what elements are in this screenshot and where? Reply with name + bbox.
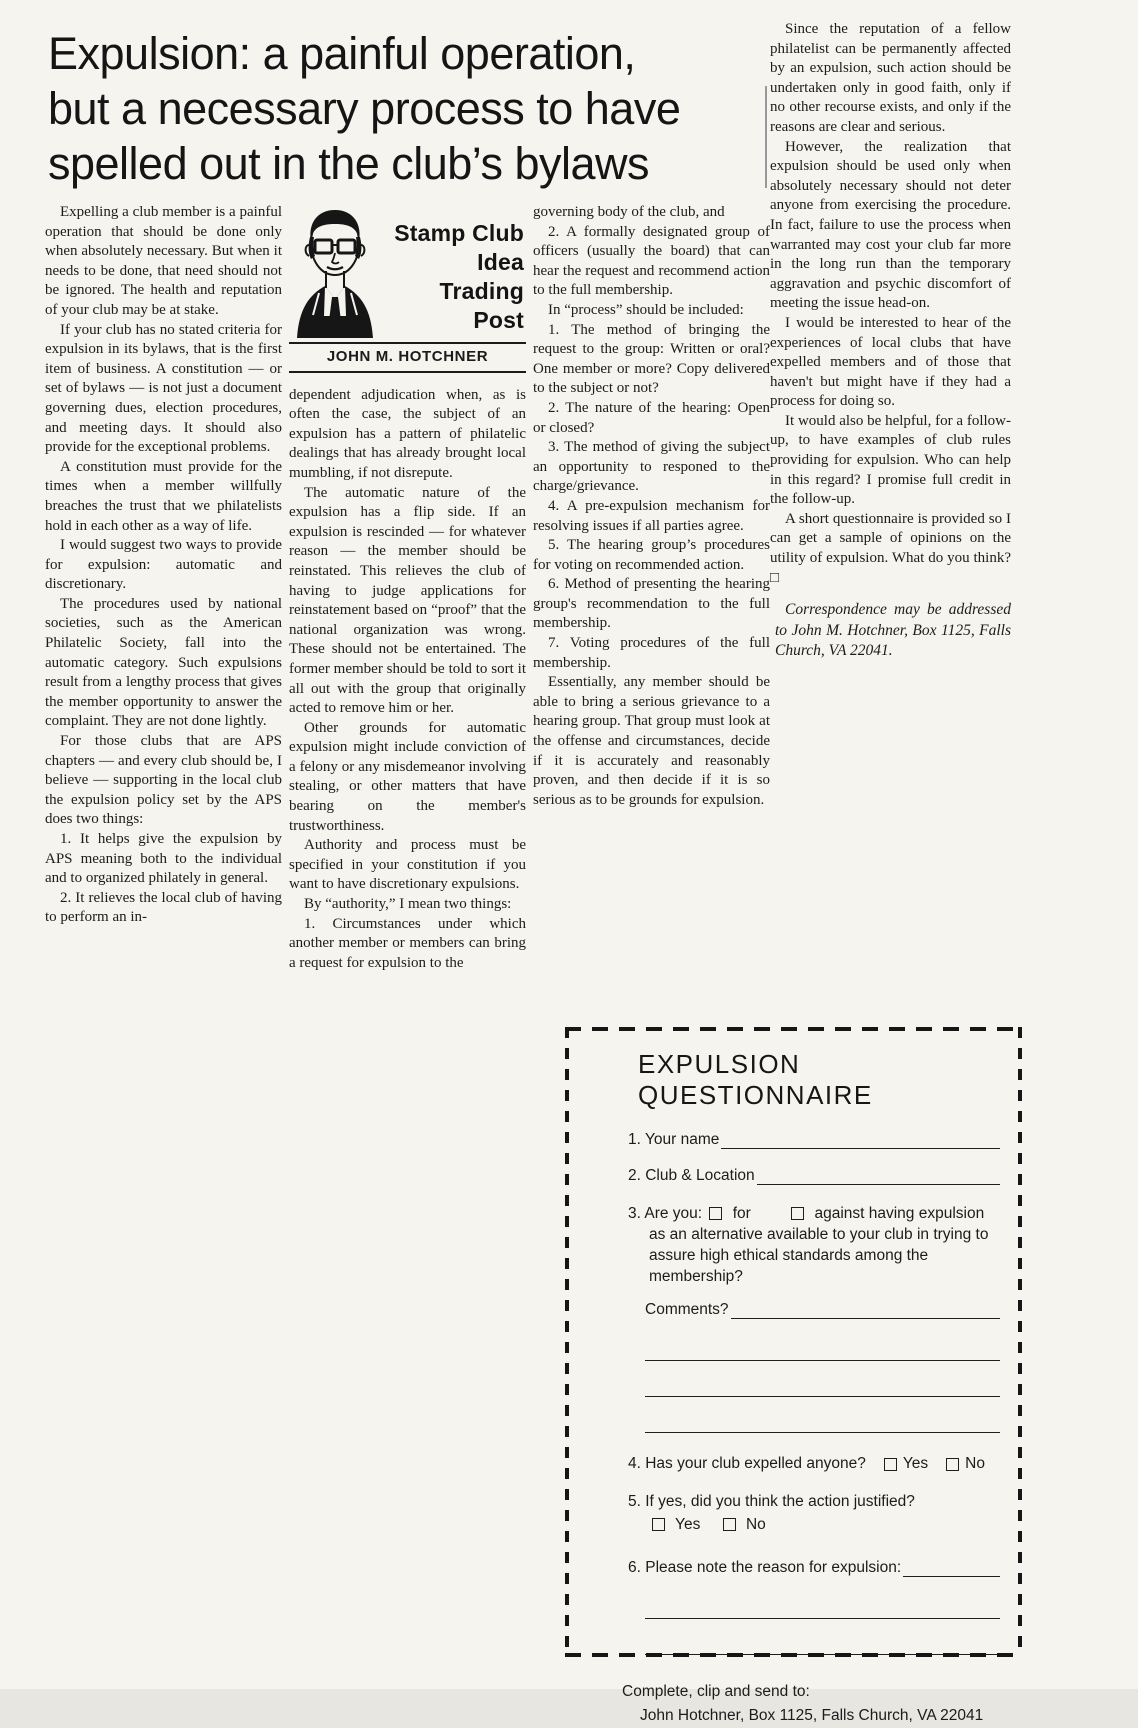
paragraph: However, the realization that expulsion should be used only when absolutely necessary should not deter anyone from exercising the procedure. In fact, failure to use the process when warranted may cost your club far more in the long run than the temporary aggravation and psychic discomfort of meeting the issue head-on.	[770, 138, 1011, 312]
paragraph: 7. Voting procedures of the full membership.	[533, 635, 770, 671]
coupon-dashed-border	[565, 1027, 569, 1657]
checkbox-yes-icon	[884, 1458, 897, 1471]
paragraph: 2. A formally designated group of officers (usually the board) that can hear the request and recommend action to the full membership.	[533, 223, 770, 299]
paragraph: In “process” should be included:	[548, 301, 744, 318]
paragraph: If your club has no stated criteria for expulsion in its bylaws, that is the first item of business. A constitution — or set of bylaws — is not just a document governing dues, election procedures, and meeting days. It should also provide for the exceptional problems.	[45, 321, 282, 456]
paragraph: By “authority,” I mean two things:	[304, 896, 512, 913]
paragraph: 2. It relieves the local club of having to perform an in-	[45, 889, 282, 926]
checkbox-no-icon	[946, 1458, 959, 1471]
coupon-dashed-border	[1018, 1027, 1022, 1657]
paragraph: Other grounds for automatic expulsion might include conviction of a felony or any misdemeanor involving stealing, or other matters that have bearing on the member's trustworthiness.	[289, 719, 526, 834]
checkbox-label: No	[965, 1455, 985, 1472]
paragraph: governing body of the club, and	[533, 204, 725, 220]
question-4-expelled-anyone	[628, 1455, 1000, 1473]
paragraph: 4. A pre-expulsion mechanism for resolving issues if all parties agree.	[533, 497, 770, 534]
checkbox-no-icon	[723, 1518, 736, 1531]
masthead-title-line: Stamp Club	[394, 220, 524, 246]
paragraph: A short questionnaire is provided so I can get a sample of opinions on the utility of expulsion. What do you think? □	[770, 510, 1011, 586]
paragraph: 1. The method of bringing the request to the group: Written or oral? One member or more? Copy delivered to the subject or not?	[533, 321, 770, 397]
fill-in-line	[645, 1618, 1000, 1619]
question-label: 2. Club & Location	[628, 1167, 755, 1184]
headline-line: spelled out in the club’s bylaws	[48, 138, 650, 189]
article-column-2	[289, 203, 526, 973]
checkbox-label: for	[732, 1205, 751, 1222]
fill-in-line	[721, 1148, 1000, 1149]
paragraph: It would also be helpful, for a follow-up, to have examples of club rules providing for expulsion. Who can help in this regard? I promise full credit in the follow-up.	[770, 412, 1011, 508]
paragraph: Expelling a club member is a painful operation that should be done only when absolutely necessary. But when it needs to be done, that need should not be ignored. The health and reputation of your club may be at stake.	[45, 204, 282, 318]
question-label: 3. Are you:	[628, 1205, 703, 1222]
question-label: 6. Please note the reason for expulsion:	[628, 1559, 902, 1576]
send-to-address: John Hotchner, Box 1125, Falls Church, VA 22041	[640, 1707, 984, 1724]
headline-line: but a necessary process to have	[48, 83, 681, 134]
article-column-3	[533, 203, 770, 810]
headline-line: Expulsion: a painful operation,	[48, 28, 636, 79]
correspondence-note: Correspondence may be addressed to John M. Hotchner, Box 1125, Falls Church, VA 22041.	[775, 601, 1011, 660]
paragraph: 1. Circumstances under which another member or members can bring a request for expulsion to the	[289, 915, 526, 971]
paragraph: Since the reputation of a fellow philatelist can be permanently affected by an expulsion, such action should be undertaken only in good faith, only if no other recourse exists, and only if the reasons are clear and serious.	[770, 21, 1011, 135]
fill-in-line	[645, 1432, 1000, 1433]
checkbox-yes-icon	[652, 1518, 665, 1531]
masthead-title-line: Trading	[439, 278, 524, 304]
paragraph: For those clubs that are APS chapters — and every club should be, I believe — supporting in the local club the expulsion policy set by the APS does two things:	[45, 733, 282, 828]
paragraph: 6. Method of presenting the hearing group's recommendation to the full membership.	[533, 576, 770, 632]
question-5-options	[649, 1514, 1000, 1535]
paragraph: The procedures used by national societies, such as the American Philatelic Society, fall into the automatic category. Such expulsions result from a lengthy process that gives the member opportunity to answer the complaint. They are not done lightly.	[45, 595, 282, 730]
masthead-title-line: Idea	[477, 249, 524, 275]
question-label: 5. If yes, did you think the action justified?	[628, 1493, 915, 1510]
checkbox-label: Yes	[675, 1516, 701, 1533]
checkbox-for-icon	[709, 1207, 722, 1220]
comments-label: Comments?	[645, 1301, 729, 1318]
article-column-1	[45, 203, 282, 928]
column-divider-rule	[765, 86, 767, 188]
checkbox-label: Yes	[902, 1455, 929, 1472]
masthead-title-line: Post	[473, 307, 524, 333]
comments-field	[645, 1301, 1000, 1319]
article-column-4	[770, 20, 1011, 662]
paragraph: Authority and process must be specified in your constitution if you want to have discretionary expulsions.	[289, 837, 526, 893]
paragraph: I would suggest two ways to provide for expulsion: automatic and discretionary.	[45, 537, 282, 593]
questionnaire-title: EXPULSION QUESTIONNAIRE	[638, 1049, 873, 1110]
fill-in-line	[757, 1184, 1000, 1185]
fill-in-line	[645, 1360, 1000, 1361]
paragraph: 1. It helps give the expulsion by APS meaning both to the individual and to organized philately in general.	[45, 831, 282, 887]
paragraph: Essentially, any member should be able to bring a serious grievance to a hearing group. That group must look at the offense and circumstances, decide if it is accurately and reasonably proven, and then decide if it is so serious as to be grounds for expulsion.	[533, 674, 770, 808]
checkbox-label: No	[745, 1516, 766, 1533]
paragraph: dependent adjudication when, as is often the case, the subject of an expulsion has a pattern of philatelic dealings that has already brought local mumbling, if not disrepute.	[289, 386, 526, 481]
question-1-name	[628, 1131, 1000, 1149]
question-2-club-location	[628, 1167, 1000, 1185]
fill-in-line	[731, 1318, 1000, 1319]
fill-in-line	[903, 1576, 1000, 1577]
masthead-title	[381, 203, 526, 335]
paragraph: A constitution must provide for the times when a member willfully breaches the trust that we philatelists hold in each other as a way of life.	[45, 458, 282, 534]
question-3-for-against	[628, 1203, 1000, 1287]
paragraph: The automatic nature of the expulsion has a flip side. If an expulsion is rescinded — for whatever reason — the member should be reinstated. This relieves the club of having to judge applications for reinstatement based on “proof” that the national organization was wrong. These should not be entertained. The former member should be told to sort it all out with the group that originally acted to remove him or her.	[289, 484, 526, 717]
article-headline	[48, 26, 778, 191]
column-masthead	[289, 203, 526, 373]
question-6-reason	[628, 1559, 1000, 1577]
man-with-glasses-portrait-icon	[289, 203, 381, 338]
coupon-dashed-border	[565, 1027, 1022, 1031]
paragraph: I would be interested to hear of the experiences of local clubs that have expelled members and of those that haven't but might have if they had a process for doing so.	[770, 314, 1011, 410]
send-to-instruction: Complete, clip and send to:	[622, 1683, 810, 1700]
paragraph: 3. The method of giving the subject an opportunity to responed to the charge/grievance.	[533, 439, 770, 495]
paragraph: 2. The nature of the hearing: Open or closed?	[533, 399, 770, 436]
coupon-dashed-border	[565, 1653, 1022, 1657]
author-byline: JOHN M. HOTCHNER	[289, 342, 526, 373]
question-label: 4. Has your club expelled anyone?	[628, 1455, 866, 1472]
question-text: against having expulsion as an alternative available to your club in trying to assure high ethical standards among the membership?	[649, 1205, 989, 1285]
expulsion-questionnaire-coupon	[565, 1027, 1022, 1724]
checkbox-against-icon	[791, 1207, 804, 1220]
question-5-action-justified	[628, 1491, 1000, 1535]
paragraph: 5. The hearing group’s procedures for voting on recommended action.	[533, 537, 770, 573]
fill-in-line	[645, 1396, 1000, 1397]
coupon-footer	[622, 1680, 1000, 1728]
question-label: 1. Your name	[628, 1131, 720, 1148]
